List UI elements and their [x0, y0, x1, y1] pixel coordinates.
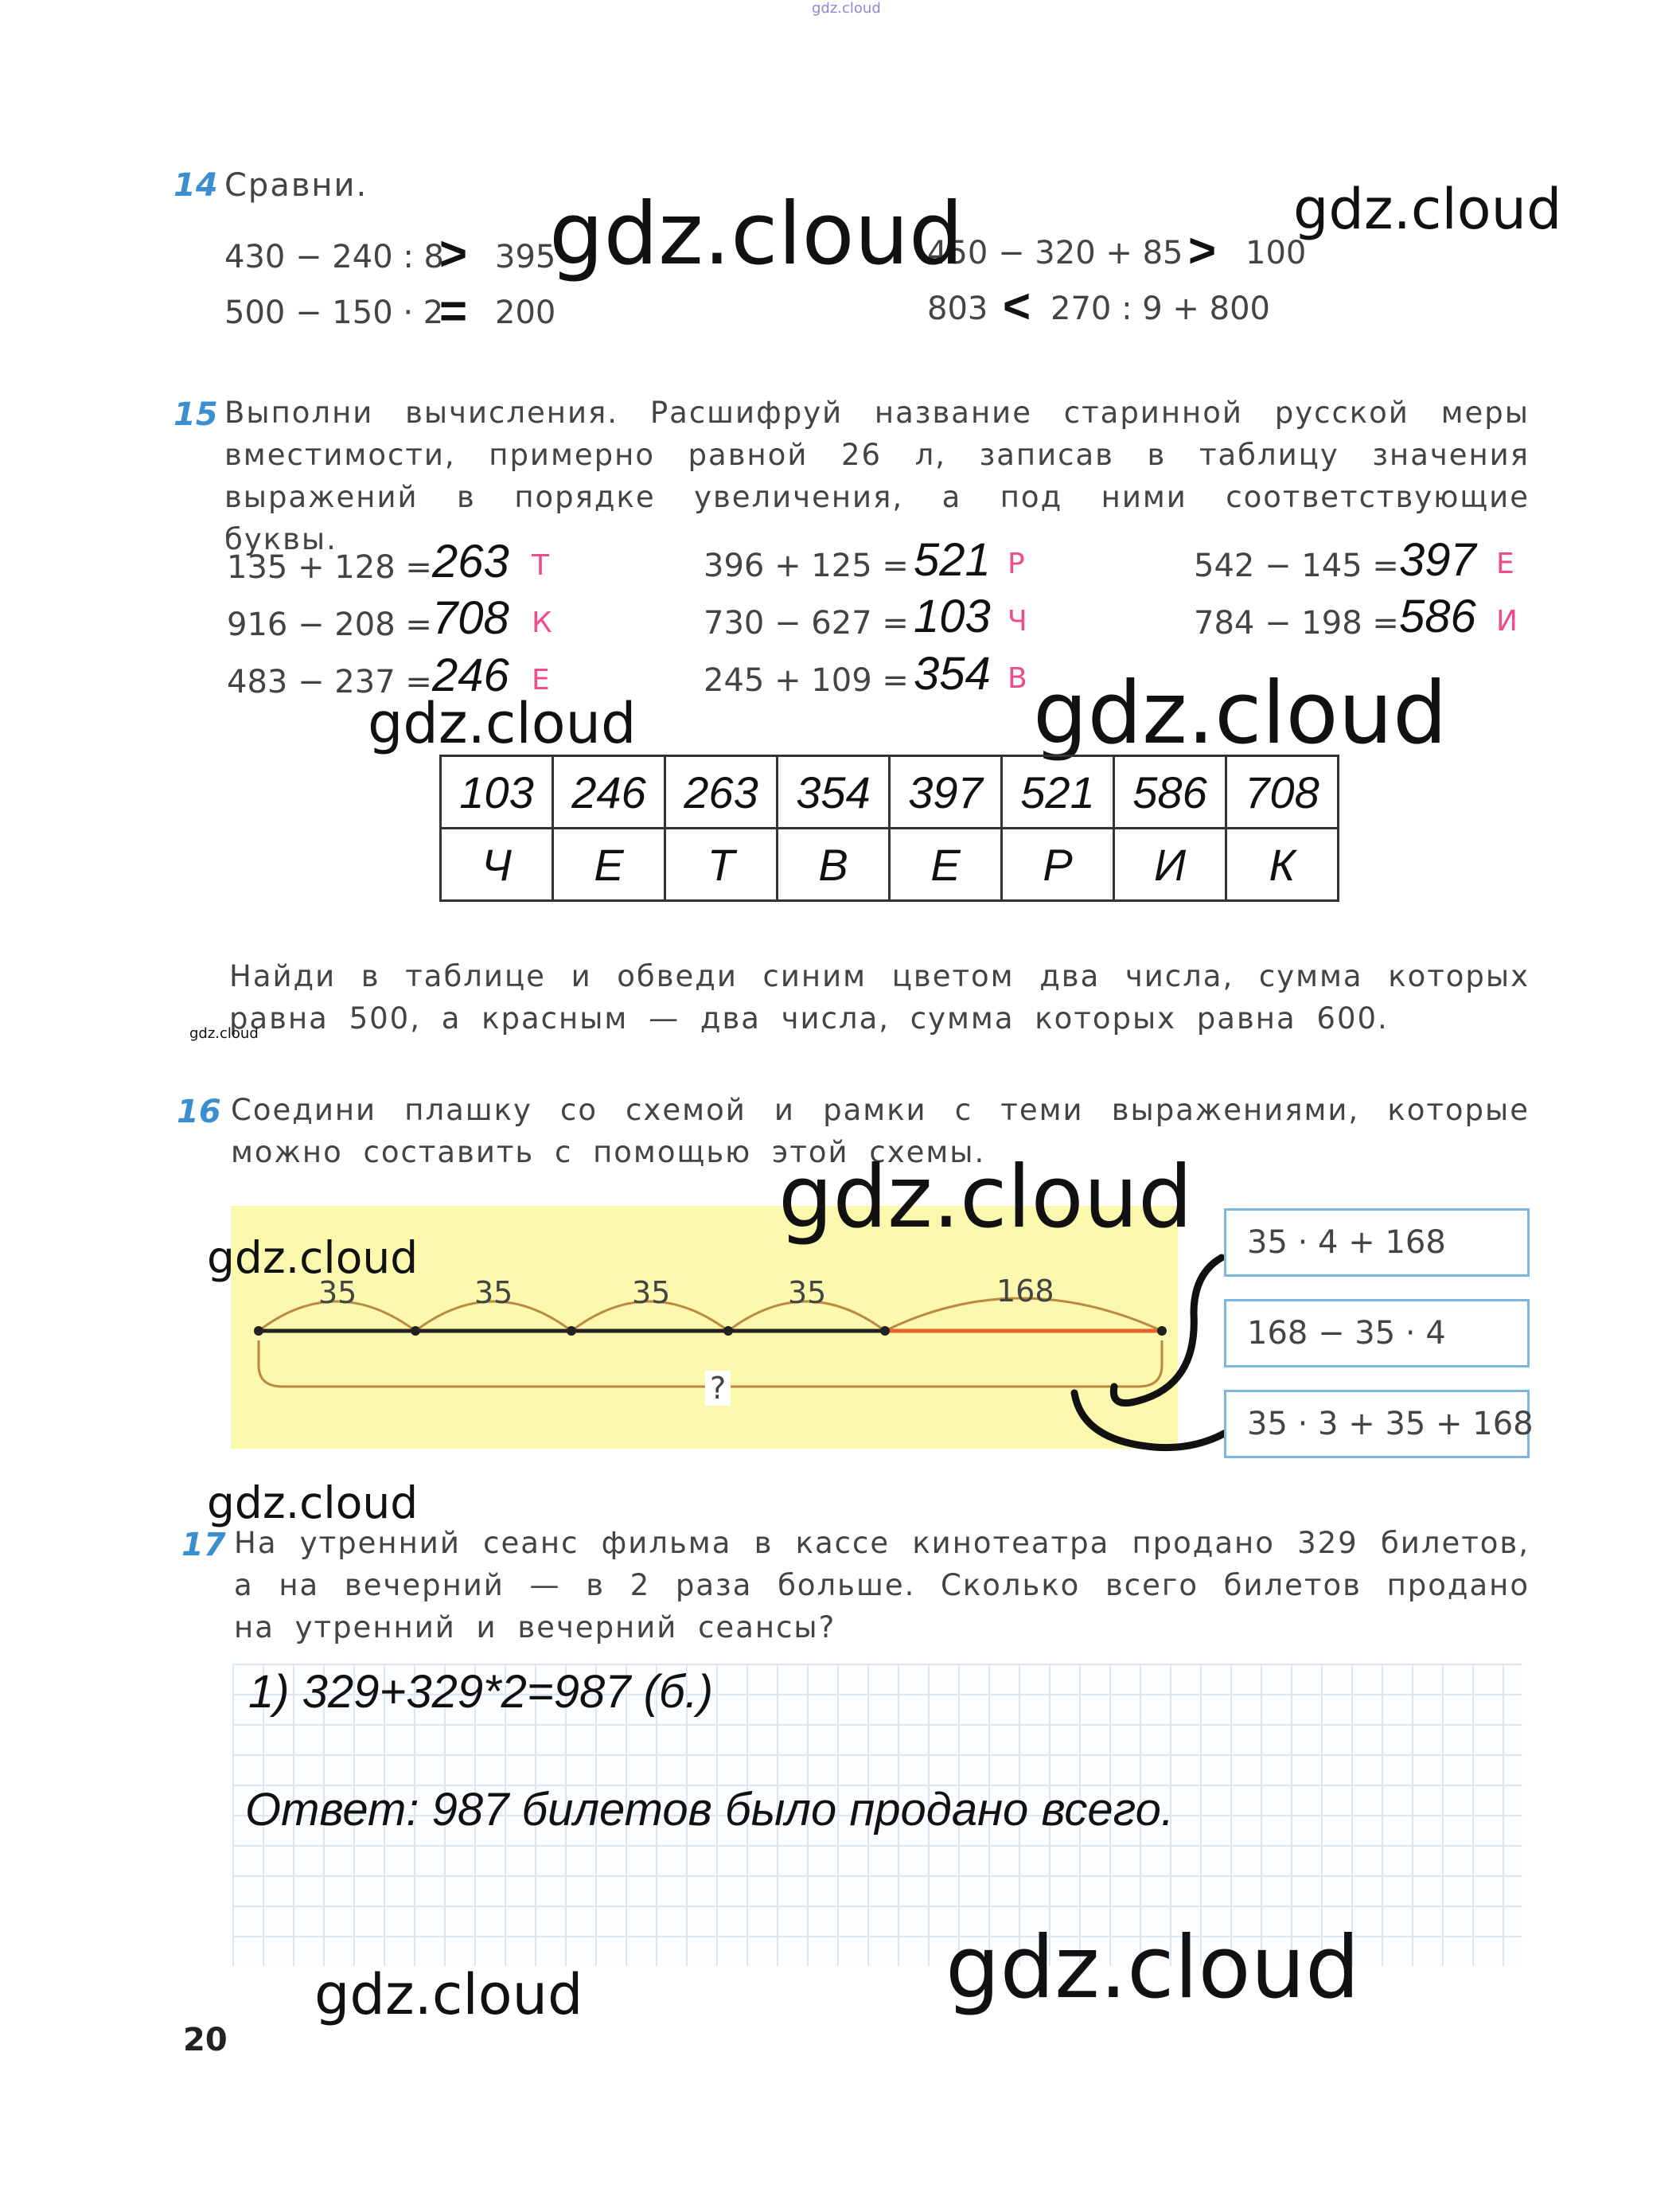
cipher-number-cell: 246	[553, 756, 665, 829]
expr-answer: 263	[432, 536, 509, 587]
solution-line: 1) 329+329*2=987 (б.)	[248, 1666, 714, 1718]
cipher-number-cell: 397	[890, 756, 1002, 829]
expr-answer: 708	[432, 592, 509, 644]
segment-label: 35	[318, 1275, 357, 1310]
cipher-letter-cell: К	[1226, 829, 1339, 901]
watermark: gdz.cloud	[368, 691, 637, 756]
expr-letter: И	[1496, 605, 1518, 638]
expr-letter: Т	[532, 549, 549, 582]
cipher-letter-cell: И	[1114, 829, 1226, 901]
expr: 730 − 627 =	[704, 605, 909, 642]
expr-answer: 521	[914, 534, 991, 586]
cipher-letter-cell: Ч	[441, 829, 553, 901]
compare-row-4-left: 803	[927, 291, 988, 327]
page-number: 20	[183, 2022, 228, 2058]
expr: 396 + 125 =	[704, 548, 909, 584]
cipher-number-cell: 521	[1002, 756, 1114, 829]
watermark-large: gdz.cloud	[1033, 664, 1448, 763]
expr-answer: 354	[914, 648, 991, 700]
compare-row-1-sign: >	[439, 227, 468, 280]
expr: 483 − 237 =	[227, 664, 432, 700]
compare-row-3-left: 450 − 320 + 85	[927, 235, 1183, 271]
expr: 245 + 109 =	[704, 662, 909, 699]
total-question: ?	[705, 1371, 731, 1406]
watermark: gdz.cloud	[314, 1962, 583, 2027]
expr-letter: Р	[1008, 548, 1025, 580]
watermark-large: gdz.cloud	[945, 1918, 1360, 2018]
task-14-title: Сравни.	[224, 167, 368, 204]
expr: 135 + 128 =	[227, 549, 432, 586]
watermark-large: gdz.cloud	[778, 1148, 1193, 1247]
expr-answer: 586	[1399, 591, 1476, 642]
expression-frame[interactable]: 35 · 4 + 168	[1224, 1208, 1530, 1277]
answer-line: Ответ: 987 билетов было продано всего.	[245, 1784, 1174, 1836]
compare-row-2-sign: =	[439, 284, 468, 337]
segment-label: 35	[788, 1275, 827, 1310]
cipher-letter-cell: Р	[1002, 829, 1114, 901]
expr-answer: 246	[432, 650, 509, 701]
expr-letter: К	[532, 607, 552, 639]
compare-row-1-left: 430 − 240 : 8	[224, 239, 444, 275]
cipher-letter-cell: Е	[890, 829, 1002, 901]
compare-row-2-left: 500 − 150 · 2	[224, 295, 444, 331]
expression-frame[interactable]: 168 − 35 · 4	[1224, 1299, 1530, 1367]
compare-row-1-right: 395	[495, 239, 556, 275]
segment-label: 35	[632, 1275, 671, 1310]
expr-letter: Е	[1496, 548, 1514, 580]
watermark: gdz.cloud	[1293, 177, 1562, 242]
expr: 784 − 198 =	[1194, 605, 1399, 642]
cipher-letter-cell: Т	[665, 829, 778, 901]
expr: 916 − 208 =	[227, 607, 432, 643]
task-16-number: 16	[177, 1094, 221, 1130]
cipher-number-cell: 586	[1114, 756, 1226, 829]
task-15-text: Выполни вычисления. Расшифруй название старинной русской меры вместимости, примерно равной 26 л, записав в таблицу значения выражений в порядке увеличения, а под ними соответствующие буквы.	[224, 396, 1530, 556]
task-14-number: 14	[173, 167, 218, 204]
compare-row-3-right: 100	[1245, 235, 1307, 271]
segment-label: 168	[996, 1274, 1054, 1309]
expr-answer: 103	[914, 591, 991, 642]
cipher-letter-cell: В	[778, 829, 890, 901]
compare-row-3-sign: >	[1188, 224, 1217, 277]
expr-letter: Ч	[1008, 605, 1027, 638]
task-17-number: 17	[181, 1527, 226, 1563]
expression-frame[interactable]: 35 · 3 + 35 + 168	[1224, 1390, 1530, 1458]
compare-row-4-sign: <	[1003, 279, 1031, 333]
task-16-text: Соедини плашку со схемой и рамки с теми выражениями, которые можно составить с помощью этой схемы.	[231, 1093, 1530, 1169]
cipher-table	[439, 755, 1339, 902]
expr-letter: Е	[532, 664, 550, 696]
segment-label: 35	[474, 1275, 513, 1310]
watermark-large: gdz.cloud	[549, 185, 964, 284]
cipher-number-cell: 708	[1226, 756, 1339, 829]
task-17-text: На утренний сеанс фильма в кассе кинотеатра продано 329 билетов, а на вечерний — в 2 раза больше. Сколько всего билетов продано на утренний и вечерний сеансы?	[234, 1526, 1530, 1644]
cipher-letter-cell: Е	[553, 829, 665, 901]
task-15-number: 15	[173, 396, 218, 433]
cipher-number-cell: 354	[778, 756, 890, 829]
cipher-number-cell: 103	[441, 756, 553, 829]
watermark: gdz.cloud	[207, 1232, 419, 1283]
cipher-numbers-row	[441, 756, 1339, 829]
cipher-number-cell: 263	[665, 756, 778, 829]
expr-answer: 397	[1399, 534, 1476, 586]
watermark-tiny: gdz.cloud	[189, 1025, 259, 1042]
compare-row-4-right: 270 : 9 + 800	[1050, 291, 1270, 327]
expr-letter: В	[1008, 662, 1027, 695]
watermark-top: gdz.cloud	[812, 0, 881, 17]
compare-row-2-right: 200	[495, 295, 556, 331]
expr: 542 − 145 =	[1194, 548, 1399, 584]
cipher-letters-row	[441, 829, 1339, 901]
task-15-footer: Найди в таблице и обведи синим цветом два числа, сумма которых равна 500, а красным — два числа, сумма которых равна 600.	[229, 959, 1530, 1036]
watermark: gdz.cloud	[207, 1477, 419, 1528]
